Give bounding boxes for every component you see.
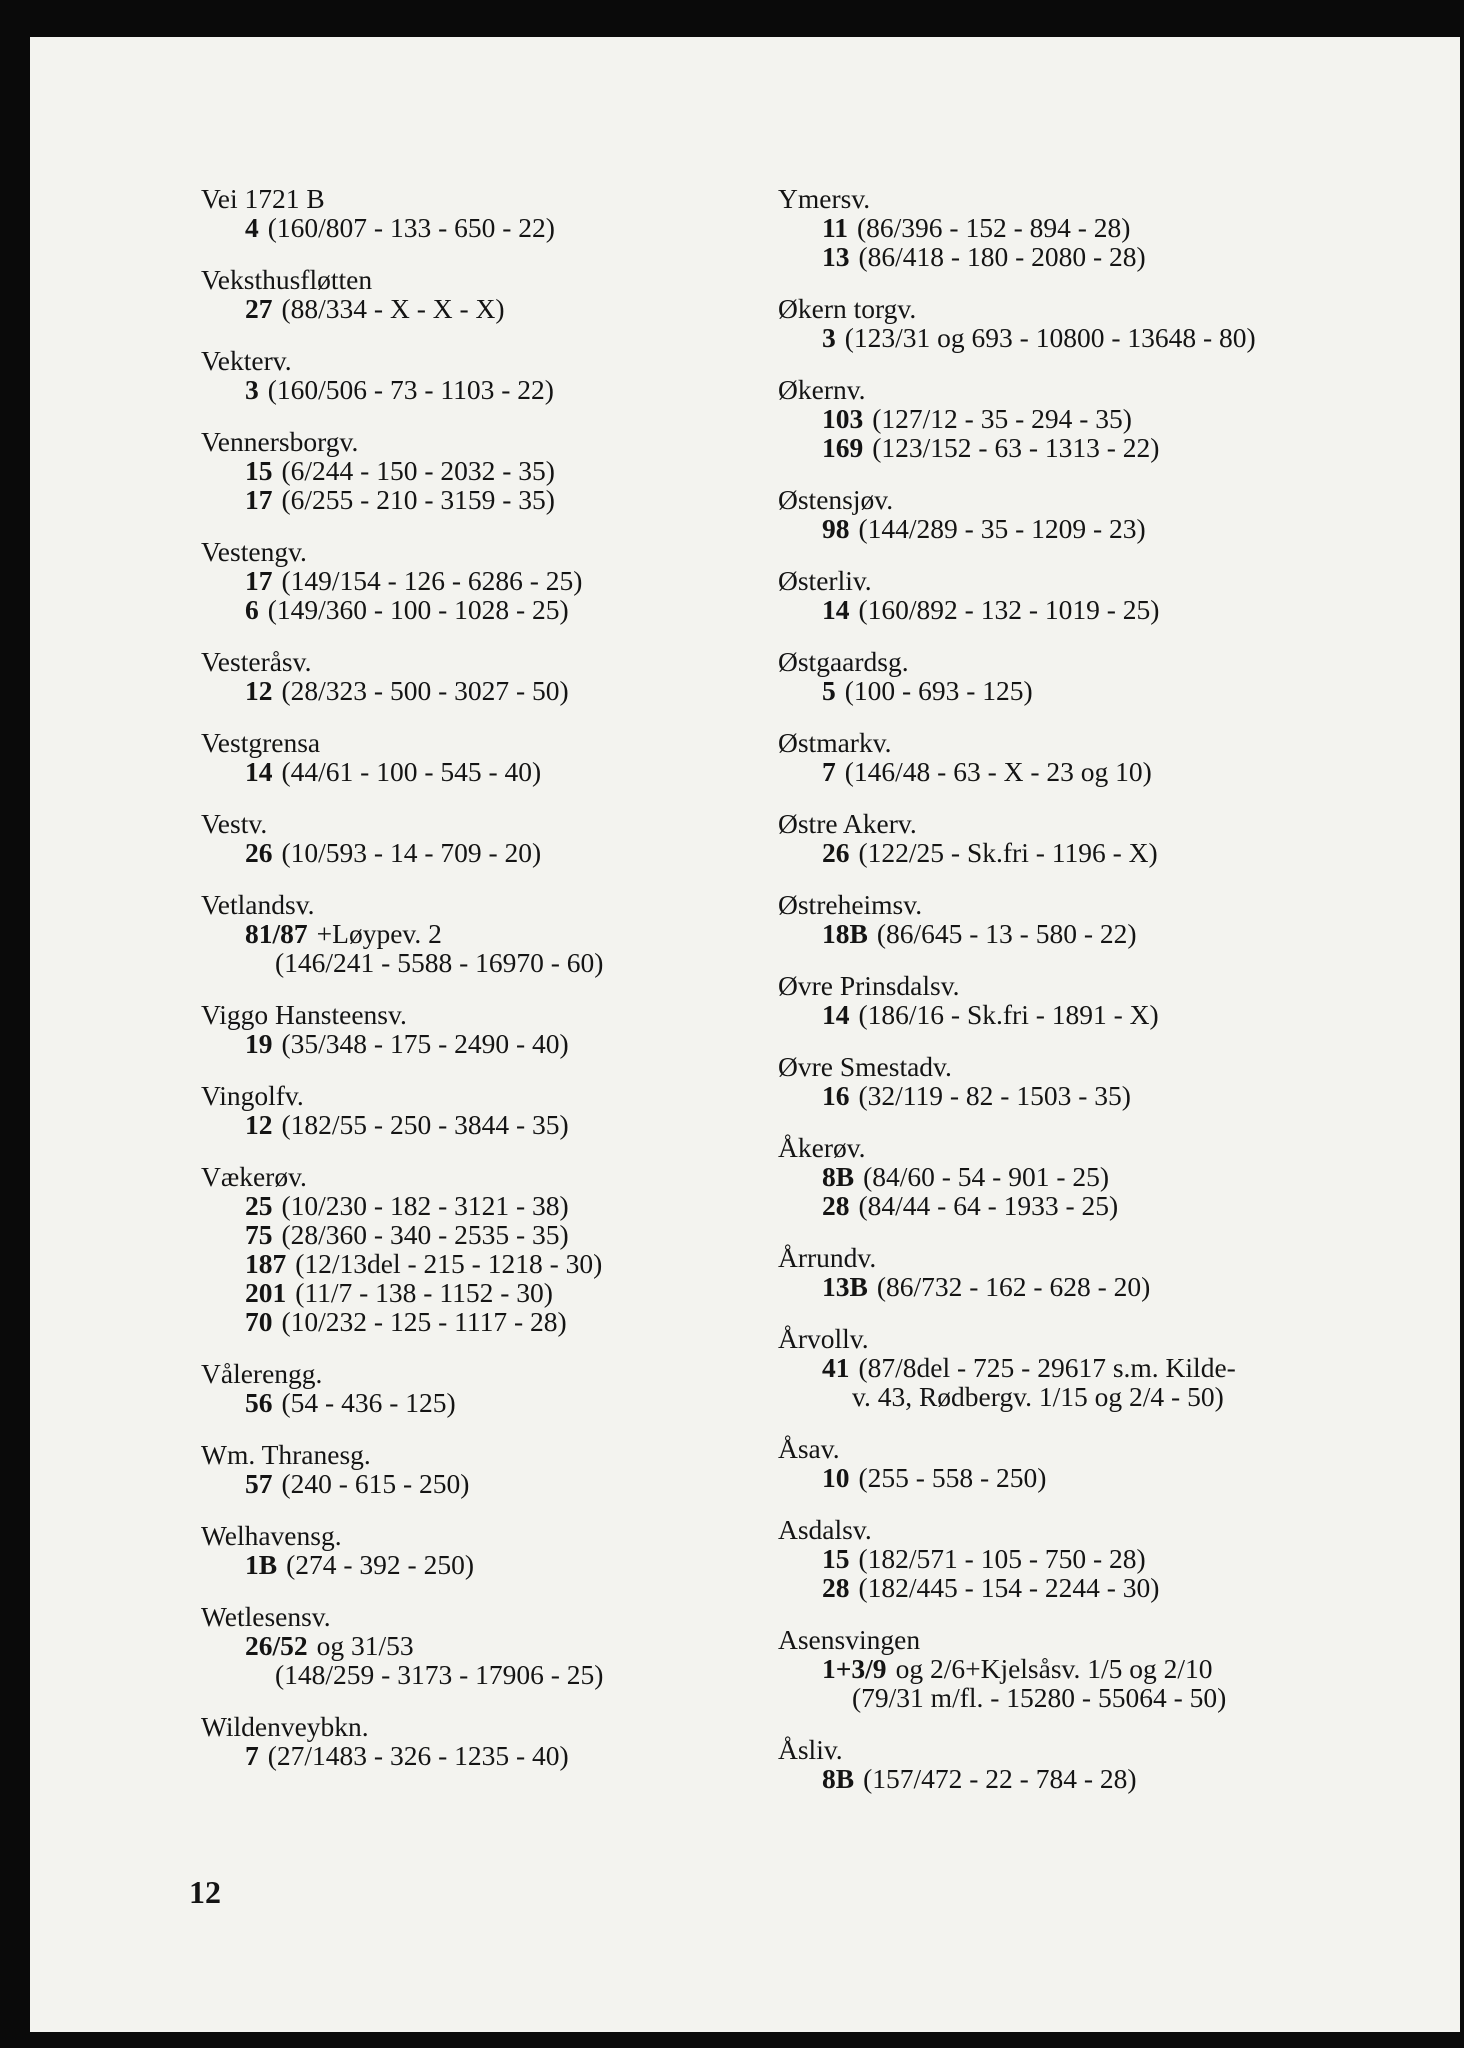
- property-details: (6/244 - 150 - 2032 - 35): [281, 455, 555, 486]
- street-entry: [201, 1602, 761, 1689]
- street-entry: [778, 294, 1438, 352]
- house-number: 26/52: [245, 1630, 308, 1661]
- address-line: [201, 1191, 761, 1220]
- address-line: [778, 757, 1438, 786]
- house-number: 70: [245, 1306, 273, 1337]
- street-entry: [201, 265, 761, 323]
- property-details: (182/55 - 250 - 3844 - 35): [281, 1109, 569, 1140]
- house-number: 17: [245, 484, 273, 515]
- address-line: [778, 404, 1438, 433]
- property-details: (148/259 - 3173 - 17906 - 25): [275, 1659, 604, 1690]
- street-name: Wetlesensv.: [201, 1601, 331, 1632]
- street-name: Vesteråsv.: [201, 646, 312, 677]
- property-details: (27/1483 - 326 - 1235 - 40): [267, 1740, 569, 1771]
- street-entry: [778, 728, 1438, 786]
- property-details: (149/360 - 100 - 1028 - 25): [267, 594, 569, 625]
- property-details: (87/8del - 725 - 29617 s.m. Kilde-: [858, 1352, 1236, 1383]
- property-details: og 31/53: [316, 1630, 414, 1661]
- address-line: [778, 838, 1438, 867]
- street-name: Økernv.: [778, 374, 866, 405]
- address-line: [201, 1307, 761, 1336]
- address-line: [201, 485, 761, 514]
- address-line: [201, 948, 761, 977]
- property-details: (146/241 - 5588 - 16970 - 60): [275, 947, 604, 978]
- property-details: (86/396 - 152 - 894 - 28): [856, 212, 1131, 243]
- left-column: [201, 184, 761, 1793]
- street-name: Årrundv.: [778, 1242, 877, 1273]
- address-line: [201, 919, 761, 948]
- address-line: [778, 1764, 1438, 1793]
- house-number: 103: [822, 403, 864, 434]
- street-entry: [778, 1434, 1438, 1492]
- address-line: [201, 1278, 761, 1307]
- address-line: [201, 1631, 761, 1660]
- property-details: (86/418 - 180 - 2080 - 28): [858, 241, 1146, 272]
- street-name: Østre Akerv.: [778, 808, 917, 839]
- address-line: [778, 676, 1438, 705]
- house-number: 8B: [822, 1161, 855, 1192]
- house-number: 28: [822, 1572, 850, 1603]
- document-page: [30, 37, 1460, 2032]
- address-line: [201, 595, 761, 624]
- street-name: Åsliv.: [778, 1734, 843, 1765]
- property-details: (160/807 - 133 - 650 - 22): [267, 212, 555, 243]
- street-name: Vetlandsv.: [201, 889, 315, 920]
- street-name: Asdalsv.: [778, 1514, 872, 1545]
- house-number: 13: [822, 241, 850, 272]
- property-details: (157/472 - 22 - 784 - 28): [863, 1763, 1137, 1794]
- address-line: [201, 1029, 761, 1058]
- property-details: (186/16 - Sk.fri - 1891 - X): [858, 999, 1159, 1030]
- street-entry: [201, 184, 761, 242]
- property-details: (123/31 og 693 - 10800 - 13648 - 80): [844, 322, 1256, 353]
- street-name: Østensjøv.: [778, 484, 894, 515]
- property-details: (11/7 - 138 - 1152 - 30): [295, 1277, 553, 1308]
- house-number: 27: [245, 293, 273, 324]
- address-line: [201, 1249, 761, 1278]
- house-number: 3: [822, 322, 836, 353]
- address-line: [201, 294, 761, 323]
- property-details: (79/31 m/fl. - 15280 - 55064 - 50): [852, 1682, 1227, 1713]
- street-entry: [201, 809, 761, 867]
- address-line: [778, 323, 1438, 352]
- address-line: [778, 1191, 1438, 1220]
- page-number: 12: [189, 1874, 221, 1910]
- property-details: (35/348 - 175 - 2490 - 40): [281, 1028, 569, 1059]
- address-line: [201, 1550, 761, 1579]
- address-line: [778, 1353, 1438, 1382]
- street-entry: [778, 566, 1438, 624]
- address-line: [201, 1220, 761, 1249]
- street-name: Ymersv.: [778, 183, 871, 214]
- property-details: (6/255 - 210 - 3159 - 35): [281, 484, 555, 515]
- house-number: 14: [822, 594, 850, 625]
- property-details: (160/892 - 132 - 1019 - 25): [858, 594, 1160, 625]
- street-name: Vestv.: [201, 808, 268, 839]
- address-line: [778, 1162, 1438, 1191]
- address-line: [201, 1741, 761, 1770]
- property-details: (255 - 558 - 250): [858, 1462, 1047, 1493]
- house-number: 56: [245, 1387, 273, 1418]
- property-details: (86/645 - 13 - 580 - 22): [876, 918, 1137, 949]
- address-line: [201, 456, 761, 485]
- property-details: (10/230 - 182 - 3121 - 38): [281, 1190, 569, 1221]
- street-entry: [778, 890, 1438, 948]
- house-number: 25: [245, 1190, 273, 1221]
- address-line: [778, 1683, 1438, 1712]
- house-number: 26: [822, 837, 850, 868]
- property-details: (84/60 - 54 - 901 - 25): [863, 1161, 1110, 1192]
- street-entry: [778, 1625, 1438, 1712]
- house-number: 19: [245, 1028, 273, 1059]
- street-entry: [778, 1735, 1438, 1793]
- property-details: (149/154 - 126 - 6286 - 25): [281, 565, 583, 596]
- street-entry: [778, 1052, 1438, 1110]
- street-name: Vingolfv.: [201, 1080, 304, 1111]
- street-name: Årvollv.: [778, 1323, 869, 1354]
- address-line: [201, 1660, 761, 1689]
- street-name: Vestgrensa: [201, 727, 321, 758]
- house-number: 75: [245, 1219, 273, 1250]
- property-details: +Løypev. 2: [316, 918, 442, 949]
- street-name: Åkerøv.: [778, 1132, 866, 1163]
- property-details: (54 - 436 - 125): [281, 1387, 456, 1418]
- house-number: 4: [245, 212, 259, 243]
- property-details: (28/360 - 340 - 2535 - 35): [281, 1219, 569, 1250]
- address-line: [778, 1654, 1438, 1683]
- street-entry: [778, 1243, 1438, 1301]
- house-number: 3: [245, 374, 259, 405]
- street-entry: [201, 346, 761, 404]
- address-line: [201, 838, 761, 867]
- property-details: (274 - 392 - 250): [286, 1549, 474, 1580]
- address-line: [778, 242, 1438, 271]
- property-details: (100 - 693 - 125): [844, 675, 1033, 706]
- address-line: [778, 1544, 1438, 1573]
- street-entry: [201, 1712, 761, 1770]
- street-entry: [778, 647, 1438, 705]
- street-name: Wm. Thranesg.: [201, 1439, 371, 1470]
- house-number: 1B: [245, 1549, 278, 1580]
- street-name: Åsav.: [778, 1433, 840, 1464]
- street-entry: [778, 375, 1438, 462]
- street-name: Østmarkv.: [778, 727, 892, 758]
- address-line: [201, 566, 761, 595]
- address-line: [201, 213, 761, 242]
- street-entry: [201, 537, 761, 624]
- address-line: [778, 1463, 1438, 1492]
- property-details: (182/445 - 154 - 2244 - 30): [858, 1572, 1160, 1603]
- street-entry: [201, 1162, 761, 1336]
- house-number: 57: [245, 1468, 273, 1499]
- property-details: v. 43, Rødbergv. 1/15 og 2/4 - 50): [852, 1381, 1224, 1412]
- street-name: Wildenveybkn.: [201, 1711, 369, 1742]
- street-name: Vålerengg.: [201, 1358, 323, 1389]
- address-line: [778, 1000, 1438, 1029]
- property-details: (10/593 - 14 - 709 - 20): [281, 837, 542, 868]
- address-line: [778, 919, 1438, 948]
- house-number: 5: [822, 675, 836, 706]
- street-entry: [778, 1324, 1438, 1411]
- street-entry: [201, 647, 761, 705]
- house-number: 14: [245, 756, 273, 787]
- street-name: Øvre Smestadv.: [778, 1051, 952, 1082]
- property-details: (84/44 - 64 - 1933 - 25): [858, 1190, 1119, 1221]
- street-entry: [201, 728, 761, 786]
- house-number: 169: [822, 432, 864, 463]
- street-entry: [201, 1359, 761, 1417]
- address-line: [778, 433, 1438, 462]
- address-line: [201, 757, 761, 786]
- address-line: [201, 1110, 761, 1139]
- address-line: [201, 1388, 761, 1417]
- street-name: Vækerøv.: [201, 1161, 307, 1192]
- street-name: Økern torgv.: [778, 293, 917, 324]
- street-name: Welhavensg.: [201, 1520, 342, 1551]
- property-details: (88/334 - X - X - X): [281, 293, 505, 324]
- house-number: 14: [822, 999, 850, 1030]
- street-entry: [778, 809, 1438, 867]
- address-line: [778, 595, 1438, 624]
- street-entry: [778, 1133, 1438, 1220]
- right-column: [778, 184, 1438, 1816]
- address-line: [778, 1573, 1438, 1602]
- street-entry: [201, 890, 761, 977]
- property-details: (182/571 - 105 - 750 - 28): [858, 1543, 1146, 1574]
- property-details: (10/232 - 125 - 1117 - 28): [281, 1306, 567, 1337]
- property-details: (44/61 - 100 - 545 - 40): [281, 756, 542, 787]
- address-line: [778, 213, 1438, 242]
- property-details: (127/12 - 35 - 294 - 35): [872, 403, 1132, 434]
- street-name: Veksthusfløtten: [201, 264, 373, 295]
- street-name: Vekterv.: [201, 345, 292, 376]
- address-line: [778, 1382, 1438, 1411]
- street-entry: [778, 1515, 1438, 1602]
- street-name: Østerliv.: [778, 565, 872, 596]
- property-details: og 2/6+Kjelsåsv. 1/5 og 2/10: [895, 1653, 1213, 1684]
- house-number: 1+3/9: [822, 1653, 887, 1684]
- house-number: 41: [822, 1352, 850, 1383]
- property-details: (123/152 - 63 - 1313 - 22): [872, 432, 1160, 463]
- house-number: 10: [822, 1462, 850, 1493]
- house-number: 15: [822, 1543, 850, 1574]
- property-details: (86/732 - 162 - 628 - 20): [876, 1271, 1151, 1302]
- property-details: (144/289 - 35 - 1209 - 23): [858, 513, 1146, 544]
- street-name: Østgaardsg.: [778, 646, 909, 677]
- street-name: Viggo Hansteensv.: [201, 999, 407, 1030]
- street-entry: [201, 1000, 761, 1058]
- property-details: (240 - 615 - 250): [281, 1468, 470, 1499]
- house-number: 98: [822, 513, 850, 544]
- street-name: Vennersborgv.: [201, 426, 359, 457]
- address-line: [778, 514, 1438, 543]
- house-number: 17: [245, 565, 273, 596]
- house-number: 6: [245, 594, 259, 625]
- property-details: (160/506 - 73 - 1103 - 22): [267, 374, 554, 405]
- address-line: [201, 676, 761, 705]
- property-details: (12/13del - 215 - 1218 - 30): [295, 1248, 603, 1279]
- house-number: 13B: [822, 1271, 868, 1302]
- address-line: [201, 1469, 761, 1498]
- address-line: [201, 375, 761, 404]
- street-entry: [201, 427, 761, 514]
- house-number: 12: [245, 675, 273, 706]
- street-entry: [201, 1440, 761, 1498]
- house-number: 26: [245, 837, 273, 868]
- property-details: (28/323 - 500 - 3027 - 50): [281, 675, 569, 706]
- house-number: 187: [245, 1248, 287, 1279]
- street-name: Vei 1721 B: [201, 183, 325, 214]
- street-entry: [201, 1081, 761, 1139]
- street-name: Øvre Prinsdalsv.: [778, 970, 960, 1001]
- address-line: [778, 1081, 1438, 1110]
- house-number: 18B: [822, 918, 868, 949]
- address-line: [778, 1272, 1438, 1301]
- house-number: 15: [245, 455, 273, 486]
- house-number: 81/87: [245, 918, 308, 949]
- property-details: (122/25 - Sk.fri - 1196 - X): [858, 837, 1158, 868]
- street-name: Vestengv.: [201, 536, 307, 567]
- house-number: 16: [822, 1080, 850, 1111]
- street-entry: [201, 1521, 761, 1579]
- street-entry: [778, 971, 1438, 1029]
- house-number: 28: [822, 1190, 850, 1221]
- house-number: 7: [822, 756, 836, 787]
- property-details: (146/48 - 63 - X - 23 og 10): [844, 756, 1152, 787]
- house-number: 7: [245, 1740, 259, 1771]
- street-name: Østreheimsv.: [778, 889, 923, 920]
- house-number: 11: [822, 212, 848, 243]
- house-number: 201: [245, 1277, 287, 1308]
- property-details: (32/119 - 82 - 1503 - 35): [858, 1080, 1131, 1111]
- street-entry: [778, 184, 1438, 271]
- house-number: 8B: [822, 1763, 855, 1794]
- street-name: Asensvingen: [778, 1624, 921, 1655]
- street-entry: [778, 485, 1438, 543]
- house-number: 12: [245, 1109, 273, 1140]
